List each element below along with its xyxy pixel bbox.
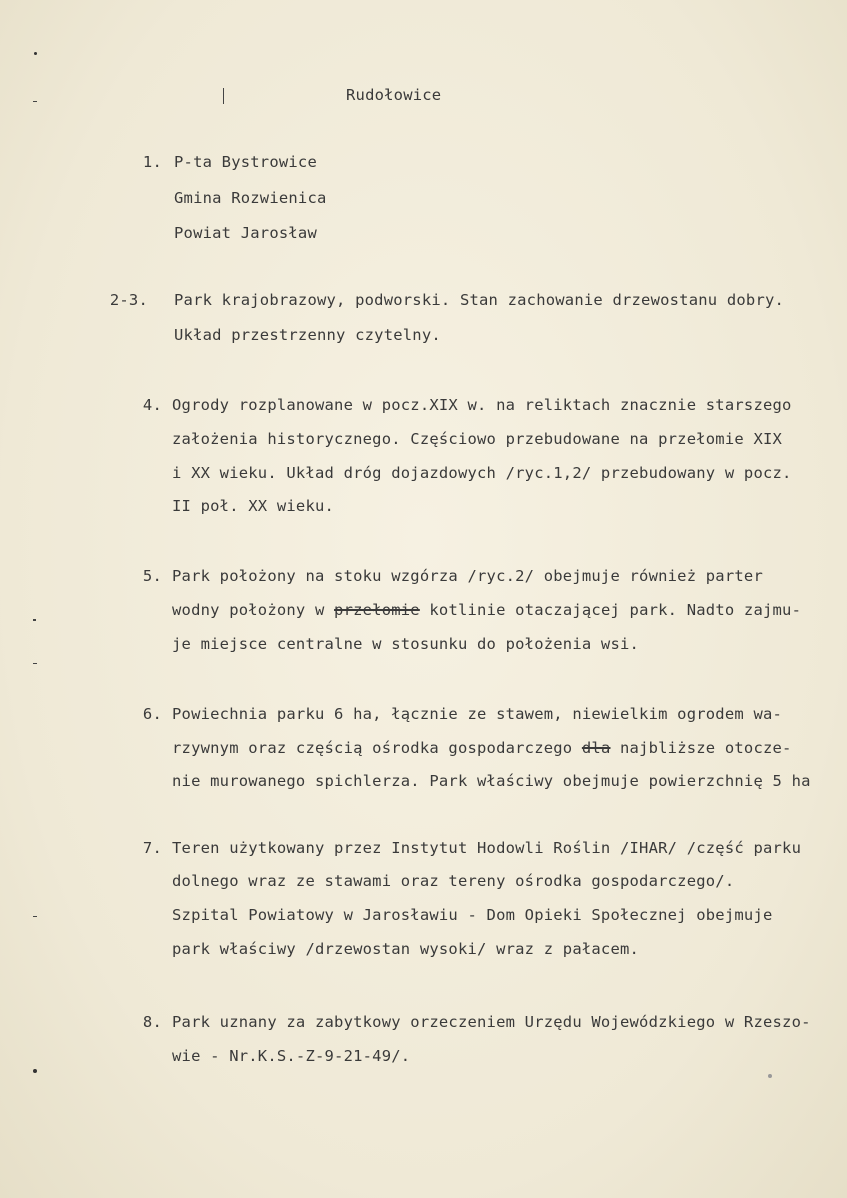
- margin-mark: [33, 619, 36, 621]
- text-segment: kotlinie otaczającej park. Nadto zajmu-: [419, 601, 802, 619]
- paragraph-line: nie murowanego spichlerza. Park właściwy obejmuje powierzchnię 5 ha: [172, 772, 811, 790]
- paragraph-line: Park krajobrazowy, podworski. Stan zachowanie drzewostanu dobry.: [174, 291, 785, 309]
- paragraph-line: Park uznany za zabytkowy orzeczeniem Urzędu Wojewódzkiego w Rzeszo-: [172, 1013, 811, 1031]
- address-line: Gmina Rozwienica: [174, 189, 327, 207]
- address-line: Powiat Jarosław: [174, 224, 317, 242]
- paragraph-line: założenia historycznego. Częściowo przebudowane na przełomie XIX: [172, 430, 783, 448]
- paragraph-line: i XX wieku. Układ dróg dojazdowych /ryc.1,2/ przebudowany w pocz.: [172, 464, 792, 482]
- paragraph-line: Powiechnia parku 6 ha, łącznie ze stawem, niewielkim ogrodem wa-: [172, 705, 783, 723]
- text-segment: rzywnym oraz częścią ośrodka gospodarczego: [172, 739, 582, 757]
- margin-mark: [33, 663, 37, 664]
- item-number: 8.: [142, 1013, 162, 1031]
- text-segment: wodny położony w: [172, 601, 335, 619]
- paragraph-line: II poł. XX wieku.: [172, 497, 335, 515]
- struck-word: dla: [581, 739, 611, 757]
- item-number: 2-3.: [109, 291, 148, 309]
- margin-mark: [768, 1074, 772, 1078]
- text-segment: najbliższe otocze-: [610, 739, 792, 757]
- item-number: 6.: [142, 705, 162, 723]
- paragraph-line: Układ przestrzenny czytelny.: [174, 326, 441, 344]
- margin-mark: [34, 52, 37, 55]
- paragraph-line: Szpital Powiatowy w Jarosławiu - Dom Opieki Społecznej obejmuje: [172, 906, 773, 924]
- item-number: 1.: [142, 153, 162, 171]
- margin-mark: [33, 916, 37, 917]
- margin-mark: [33, 101, 37, 102]
- paragraph-line: [172, 600, 801, 620]
- paragraph-line: Park położony na stoku wzgórza /ryc.2/ obejmuje również parter: [172, 567, 763, 585]
- item-number: 7.: [142, 839, 162, 857]
- struck-word: przełomie: [334, 601, 420, 619]
- margin-mark: [33, 1069, 37, 1073]
- paragraph-line: Ogrody rozplanowane w pocz.XIX w. na reliktach znacznie starszego: [172, 396, 792, 414]
- paragraph-line: dolnego wraz ze stawami oraz tereny ośrodka gospodarczego/.: [172, 872, 735, 890]
- paragraph-line: Teren użytkowany przez Instytut Hodowli Roślin /IHAR/ /część parku: [172, 839, 802, 857]
- item-number: 5.: [142, 567, 162, 585]
- item-number: 4.: [142, 396, 162, 414]
- margin-mark: [223, 88, 224, 104]
- address-line: P-ta Bystrowice: [174, 153, 317, 171]
- paragraph-line: [172, 738, 792, 758]
- paragraph-line: park właściwy /drzewostan wysoki/ wraz z pałacem.: [172, 940, 640, 958]
- page-title: Rudołowice: [346, 86, 442, 104]
- paragraph-line: wie - Nr.K.S.-Z-9-21-49/.: [172, 1047, 411, 1065]
- paragraph-line: je miejsce centralne w stosunku do położenia wsi.: [172, 635, 640, 653]
